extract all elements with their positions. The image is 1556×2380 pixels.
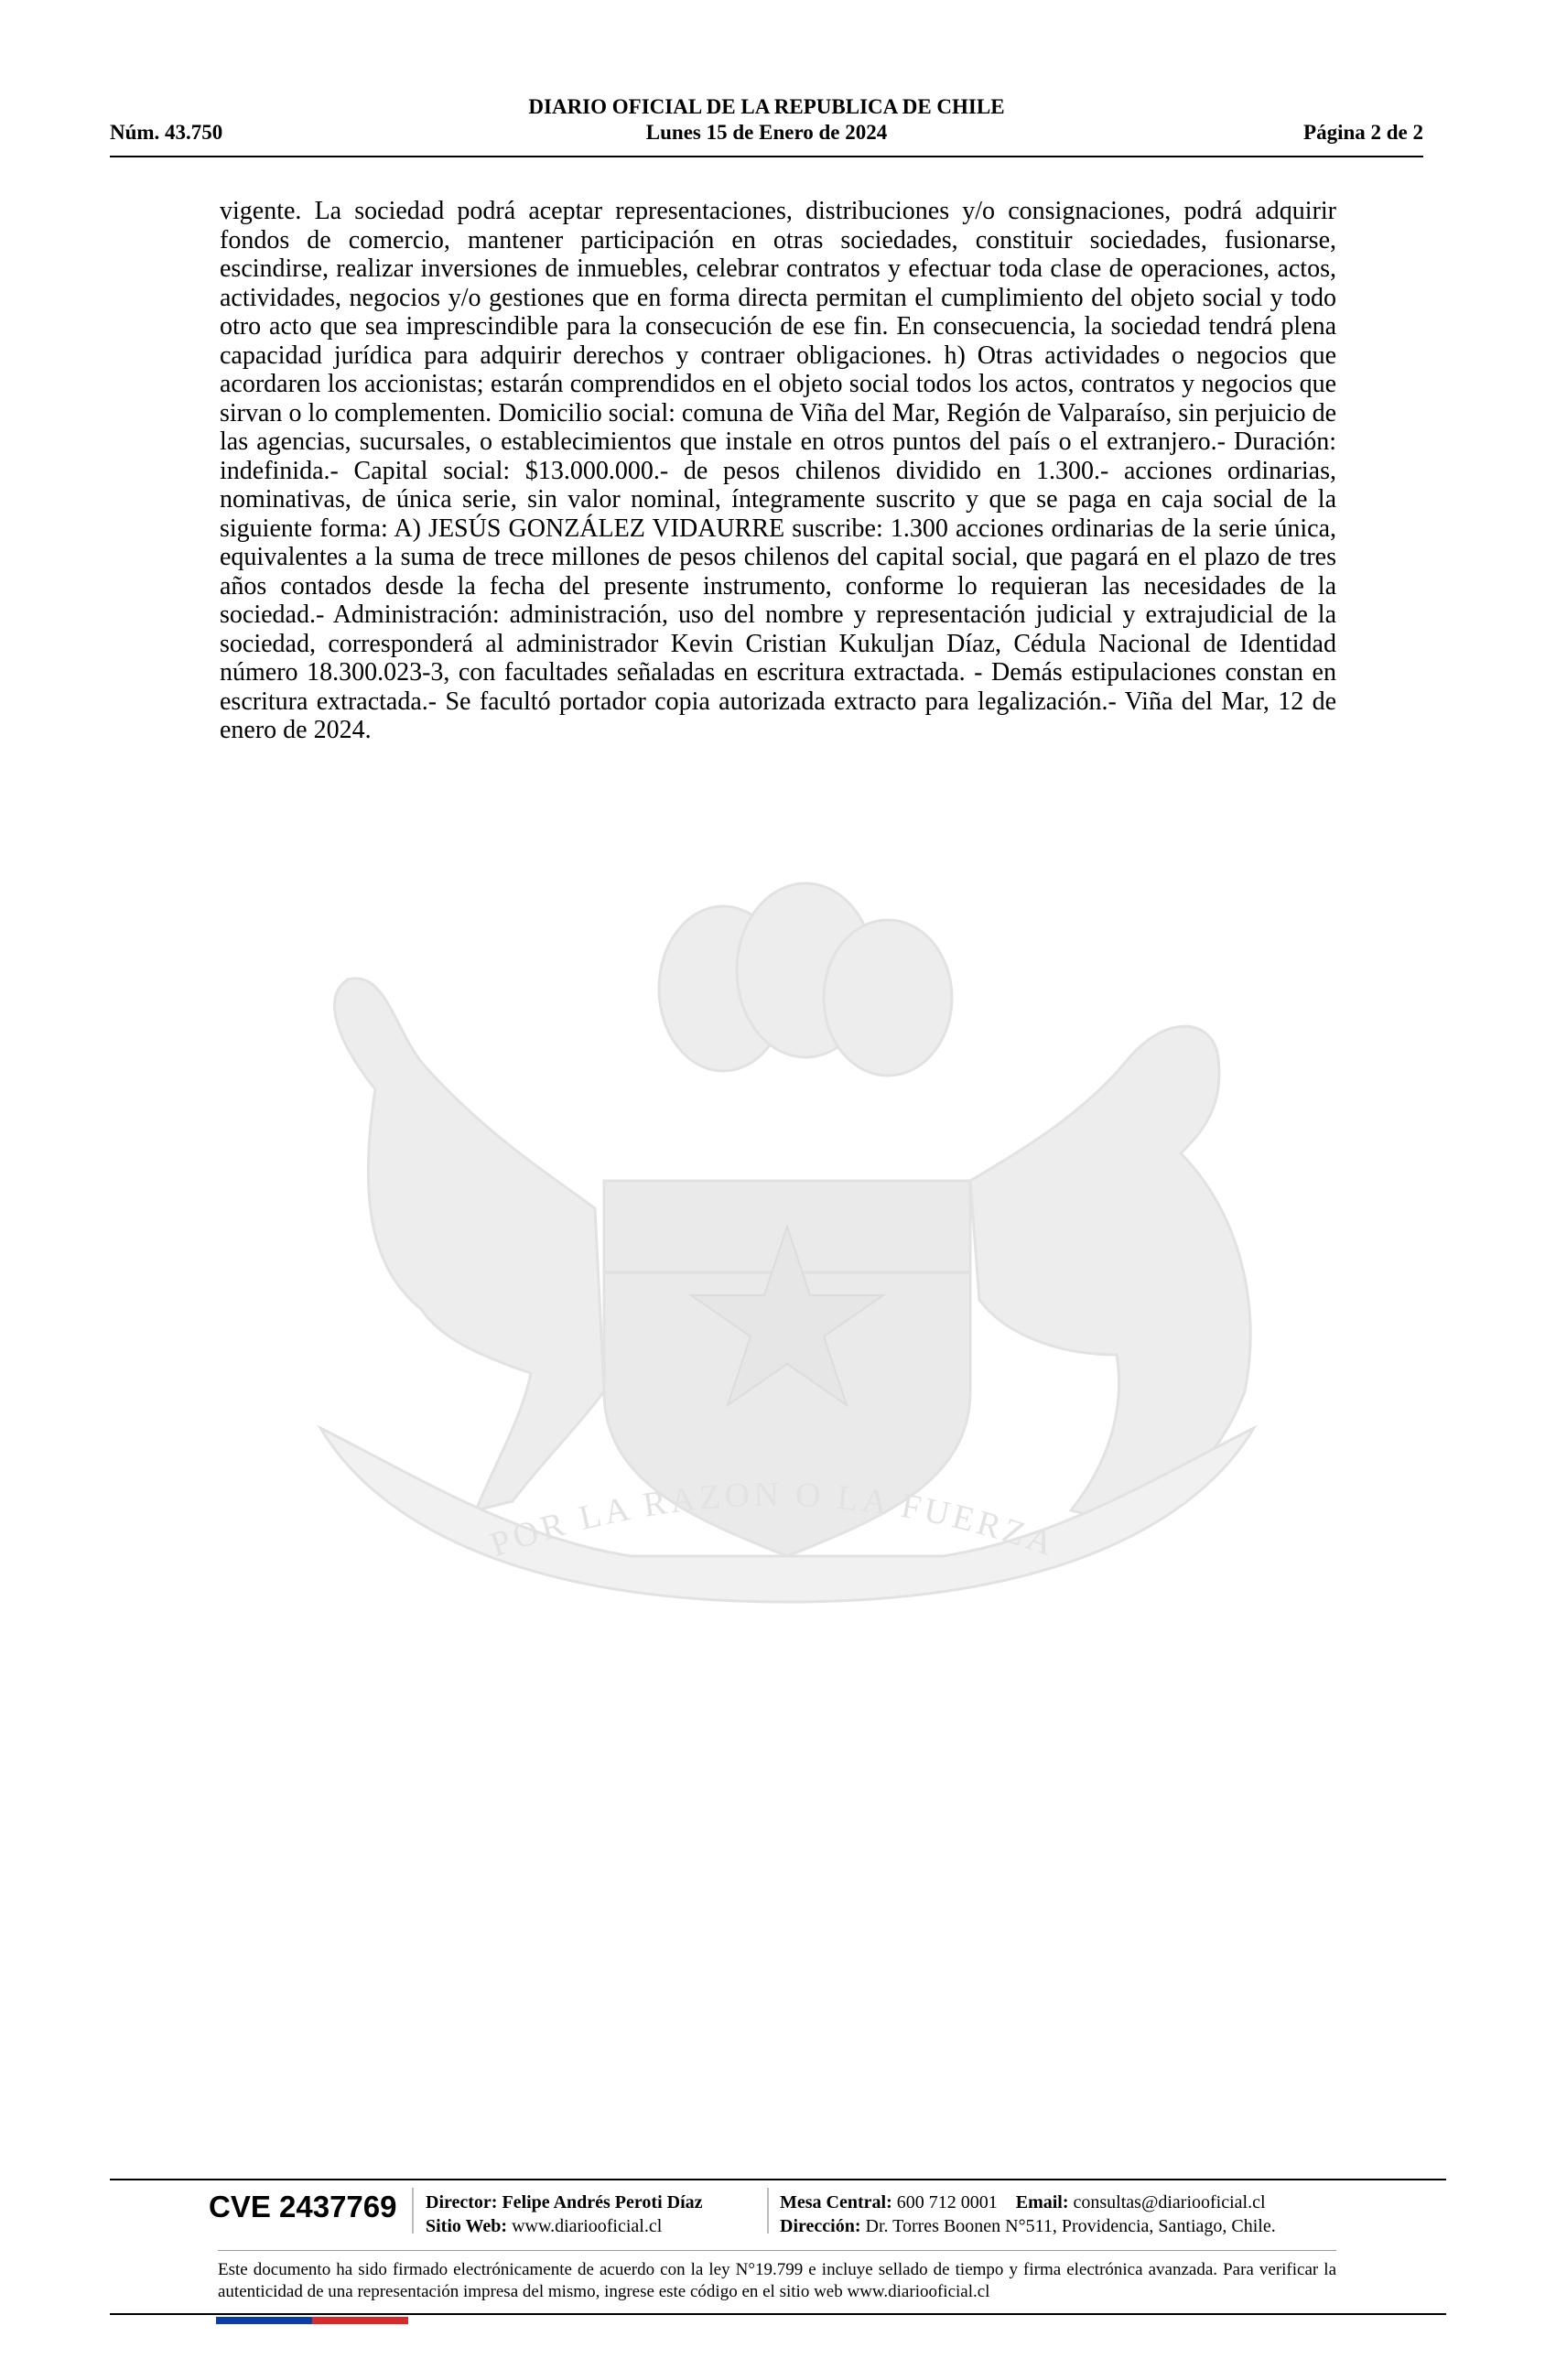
address-label: Dirección: — [780, 2216, 861, 2236]
director-name: Felipe Andrés Peroti Díaz — [502, 2192, 703, 2212]
footer-contact-block — [780, 2191, 1276, 2238]
issue-date: Lunes 15 de Enero de 2024 — [645, 121, 888, 144]
address-text: Dr. Torres Boonen N°511, Providencia, Santiago, Chile. — [865, 2216, 1276, 2236]
footer-director-block — [426, 2191, 703, 2238]
director-label: Director: — [426, 2192, 498, 2212]
footer-bottom-rule — [110, 2313, 1446, 2315]
page-indicator: Página 2 de 2 — [1303, 121, 1423, 144]
signature-disclaimer: Este documento ha sido firmado electrónicamente de acuerdo con la ley N°19.799 e incluye sellado de tiempo y firma electrónica avanzada. Para verificar la autenticidad de una representación impresa del mismo, ingrese este código en el sitio web www.diariooficial.cl — [218, 2260, 1336, 2301]
motto-text: POR LA RAZON O LA FUERZA — [485, 1475, 1062, 1565]
footer-divider — [412, 2188, 414, 2234]
phone-number: 600 712 0001 — [896, 2192, 998, 2212]
footer-thin-rule — [218, 2250, 1336, 2251]
email-label: Email: — [1015, 2192, 1069, 2212]
issue-number: Núm. 43.750 — [110, 121, 223, 144]
article-body: vigente. La sociedad podrá aceptar representaciones, distribuciones y/o consignaciones, podrá adquirir fondos de comercio, mantener participación en otras sociedades, constituir sociedades, fusionarse, escindirse, realizar inversiones de inmuebles, celebrar contratos y efectuar toda clase de operaciones, actos, actividades, negocios y/o gestiones que en forma directa permitan el cumplimiento del objeto social y todo otro acto que sea imprescindible para la consecución de ese fin. En consecuencia, la sociedad tendrá plena capacidad jurídica para adquirir derechos y contraer obligaciones. h) Otras actividades o negocios que acordaren los accionistas; estarán comprendidos en el objeto social todos los actos, contratos y negocios que sirvan o lo complementen. Domicilio social: comuna de Viña del Mar, Región de Valparaíso, sin perjuicio de las agencias, sucursales, o establecimientos que instale en otros puntos del país o el extranjero.- Duración: indefinida.- Capital social: $13.000.000.- de pesos chilenos dividido en 1.300.- acciones ordinarias, nominativas, de única serie, sin valor nominal, íntegramente suscrito y que se paga en caja social de la siguiente forma: A) JESÚS GONZÁLEZ VIDAURRE suscribe: 1.300 acciones ordinarias de la serie única, equivalentes a la suma de trece millones de pesos chilenos del capital social, que pagará en el plazo de tres años contados desde la fecha del presente instrumento, conforme lo requieran las necesidades de la sociedad.- Administración: administración, uso del nombre y representación judicial y extrajudicial de la sociedad, corresponderá al administrador Kevin Cristian Kukuljan Díaz, Cédula Nacional de Identidad número 18.300.023-3, con facultades señaladas en escritura extractada. - Demás estipulaciones constan en escritura extractada.- Se facultó portador copia autorizada extracto para legalización.- Viña del Mar, 12 de enero de 2024. — [220, 197, 1336, 744]
footer-divider — [767, 2188, 769, 2234]
flag-blue-segment — [216, 2317, 312, 2324]
flag-color-bar — [216, 2317, 408, 2324]
phone-label: Mesa Central: — [780, 2192, 892, 2212]
newspaper-title: DIARIO OFICIAL DE LA REPUBLICA DE CHILE — [528, 95, 1005, 118]
flag-red-segment — [312, 2317, 408, 2324]
page-header — [110, 92, 1423, 157]
email-link[interactable]: consultas@diariooficial.cl — [1073, 2192, 1266, 2212]
cve-code: CVE 2437769 — [209, 2190, 397, 2223]
website-link[interactable]: www.diariooficial.cl — [512, 2216, 663, 2236]
website-label: Sitio Web: — [426, 2216, 508, 2236]
footer-top-rule — [110, 2179, 1446, 2180]
coat-of-arms-watermark — [211, 879, 1336, 1611]
